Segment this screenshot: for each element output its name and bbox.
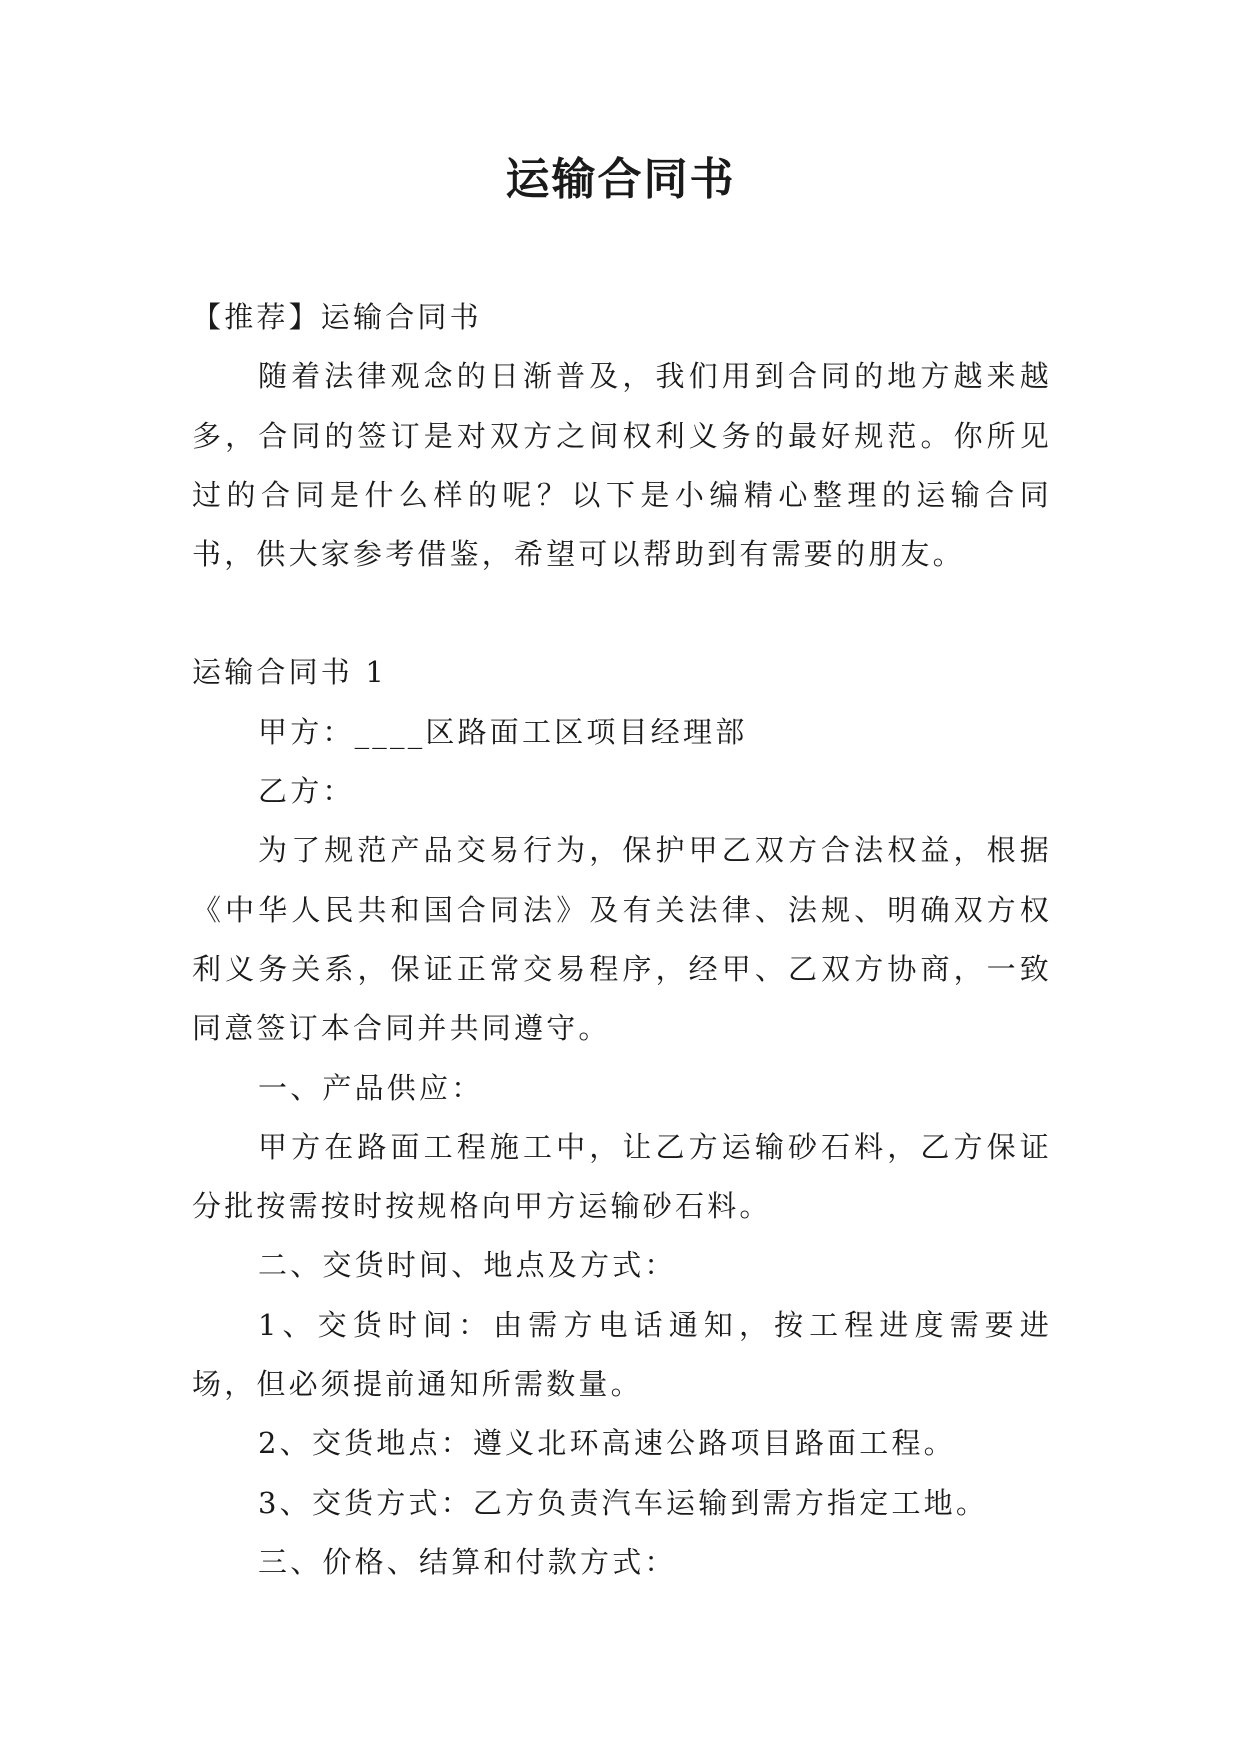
clause-heading: 三、价格、结算和付款方式： xyxy=(258,1544,677,1579)
recommend-line: 【推荐】运输合同书 xyxy=(192,300,482,334)
section-heading: 运输合同书 1 xyxy=(192,655,388,690)
document-body xyxy=(192,288,1052,1592)
party-a-line: 甲方：____区路面工区项目经理部 xyxy=(258,714,748,749)
clause-heading: 一、产品供应： xyxy=(258,1070,484,1105)
intro-paragraph: 随着法律观念的日渐普及，我们用到合同的地方越来越多，合同的签订是对双方之间权利义务的最好规范。你所见过的合同是什么样的呢？以下是小编精心整理的运输合同书，供大家参考借鉴，希望可以帮助到有需要的朋友。 xyxy=(192,359,1052,572)
preamble-paragraph: 为了规范产品交易行为，保护甲乙双方合法权益，根据《中华人民共和国合同法》及有关法律、法规、明确双方权利义务关系，保证正常交易程序，经甲、乙双方协商，一致同意签订本合同并共同遵守。 xyxy=(192,833,1052,1046)
clause-heading: 二、交货时间、地点及方式： xyxy=(258,1248,677,1283)
clause-item: 2、交货地点：遵义北环高速公路项目路面工程。 xyxy=(258,1426,956,1461)
document-title: 运输合同书 xyxy=(505,154,736,205)
party-b-line: 乙方： xyxy=(258,774,355,809)
clause-item: 3、交货方式：乙方负责汽车运输到需方指定工地。 xyxy=(258,1485,989,1520)
clause-item: 1、交货时间：由需方电话通知，按工程进度需要进场，但必须提前通知所需数量。 xyxy=(192,1307,1052,1402)
clause-paragraph: 甲方在路面工程施工中，让乙方运输砂石料，乙方保证分批按需按时按规格向甲方运输砂石料。 xyxy=(192,1129,1052,1224)
